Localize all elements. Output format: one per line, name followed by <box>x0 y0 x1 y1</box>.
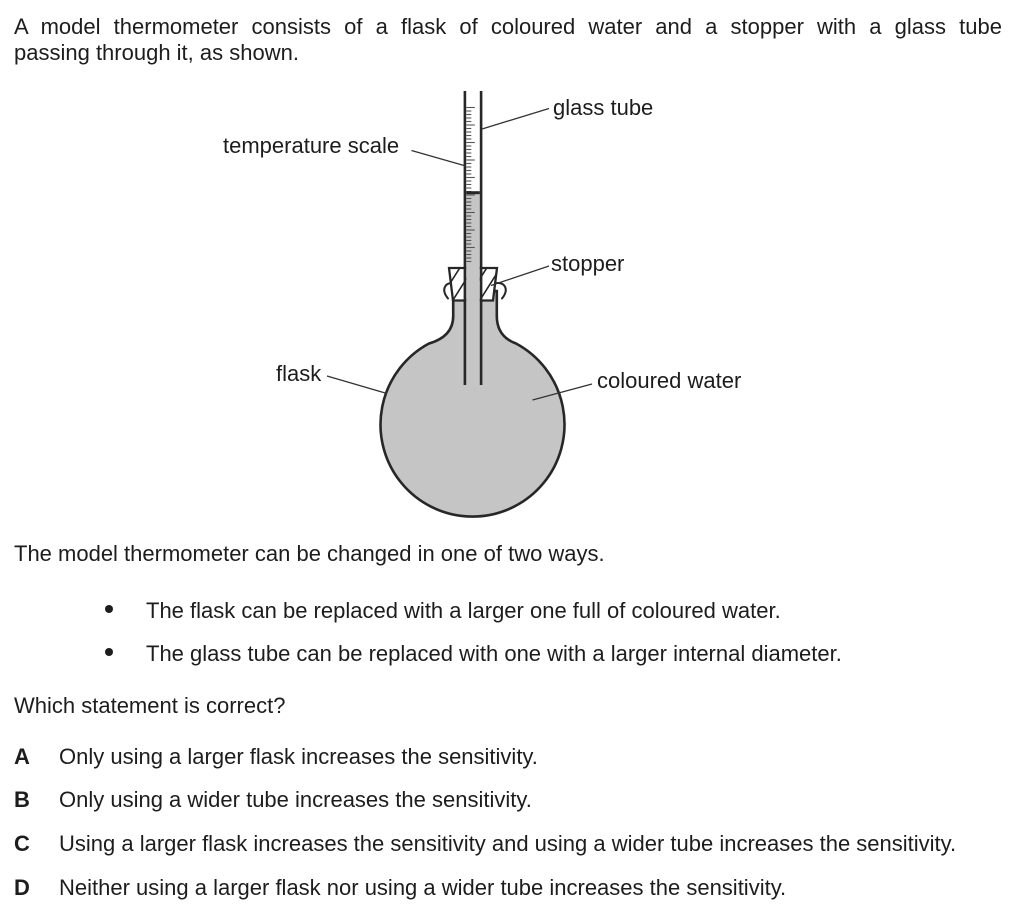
middle-sentence: The model thermometer can be changed in one of two ways. <box>14 541 605 566</box>
temperature-scale-label: temperature scale <box>223 133 400 158</box>
option-letter-d: D <box>14 875 30 900</box>
temperature-scale-leader <box>412 151 466 167</box>
option-text-d: Neither using a larger flask nor using a wider tube increases the sensitivity. <box>59 875 787 900</box>
option-text-c: Using a larger flask increases the sensitivity and using a wider tube increases the sensitivity. <box>59 831 957 856</box>
question-prompt: Which statement is correct? <box>14 693 286 718</box>
option-text-b: Only using a wider tube increases the sensitivity. <box>59 787 532 812</box>
glass-tube-water <box>466 192 480 386</box>
option-letter-b: B <box>14 787 30 812</box>
stopper-leader <box>491 266 549 286</box>
bullet-item-2: The glass tube can be replaced with one with a larger internal diameter. <box>146 641 842 666</box>
flask-lip-right <box>497 283 506 299</box>
coloured-water-label: coloured water <box>597 368 742 393</box>
option-text-a: Only using a larger flask increases the sensitivity. <box>59 744 538 769</box>
stopper-label: stopper <box>551 251 625 276</box>
option-letter-c: C <box>14 831 30 856</box>
flask-label: flask <box>276 361 322 386</box>
bullet-item-1: The flask can be replaced with a larger one full of coloured water. <box>146 598 781 623</box>
glass-tube-leader <box>482 109 549 130</box>
intro-line-1: A model thermometer consists of a flask of coloured water and a stopper with a glass tube <box>14 14 1002 39</box>
water-level-line <box>466 191 480 194</box>
option-letter-a: A <box>14 744 30 769</box>
flask-leader <box>327 376 387 394</box>
intro-line-2: passing through it, as shown. <box>14 40 299 65</box>
glass-tube-label: glass tube <box>553 95 654 120</box>
